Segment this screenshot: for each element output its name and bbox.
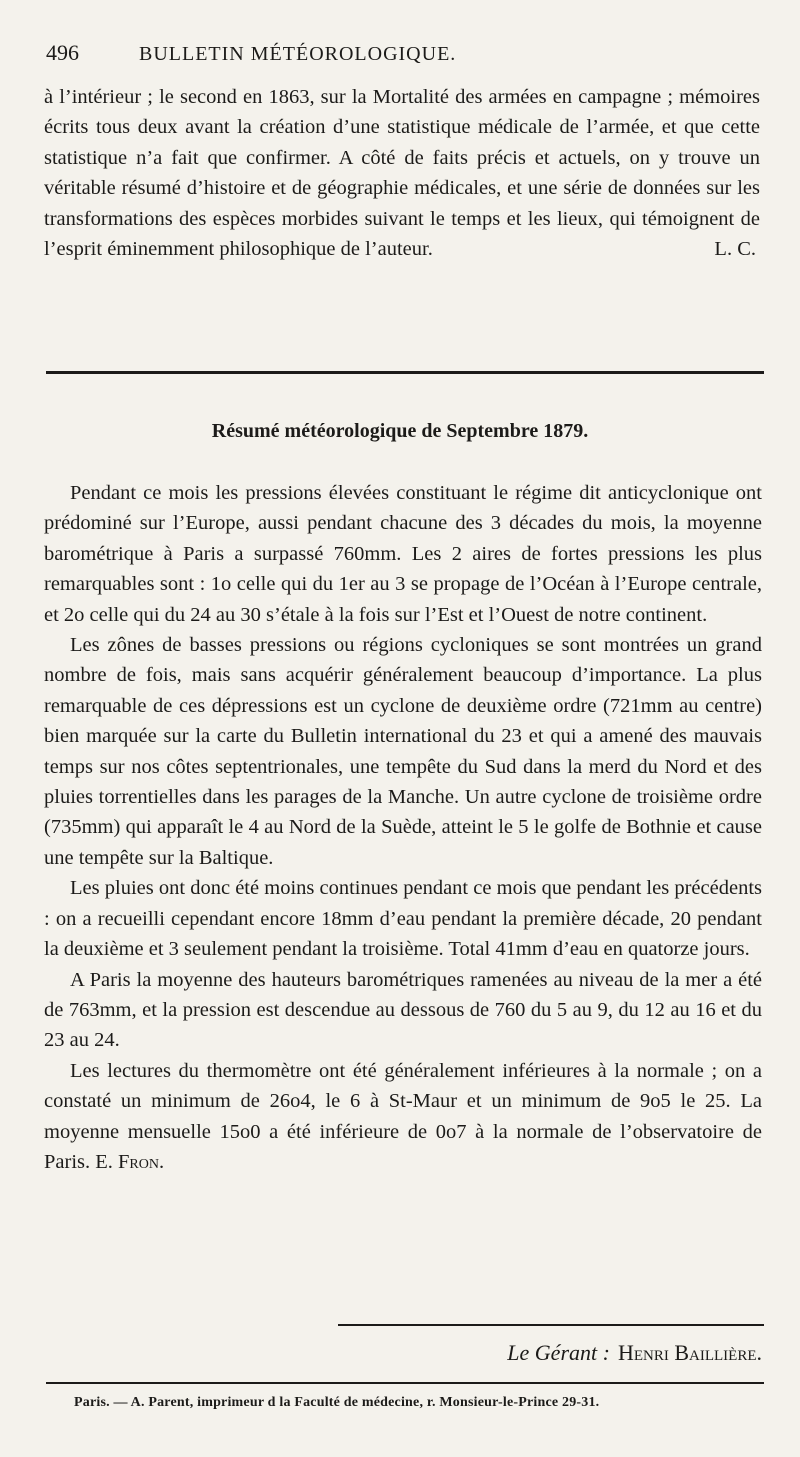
printer-imprint: Paris. — A. Parent, imprimeur d la Faculté de médecine, r. Monsieur-le-Prince 29-31. — [74, 1395, 600, 1410]
article-paragraph: A Paris la moyenne des hauteurs barométriques ramenées au niveau de la mer a été de 763mm, et la pression est descendue au dessous de 760 du 5 au 9, du 12 au 16 et du 23 au 24. — [44, 968, 762, 1052]
article-title: Résumé météorologique de Septembre 1879. — [211, 420, 589, 442]
previous-article-signature: L. C. — [714, 238, 756, 261]
article-paragraph-text: Les lectures du thermomètre ont été généralement inférieures à la normale ; on a constaté un minimum de 26o4, le 6 à St-Maur et un minimum de 9o5 le 25. La moyenne mensuelle 15o0 a été inférieure de 0o7 à la normale de l’observatoire de Paris. — [44, 1059, 762, 1173]
page-number: 496 — [46, 40, 79, 65]
article-paragraph: Les zônes de basses pressions ou régions cycloniques se sont montrées un grand nombre de fois, mais sans acquérir généralement beaucoup d’importance. La plus remarquable de ces dépressions est un cyclone de deuxième ordre (721mm au centre) bien marquée sur la carte du Bulletin international du 23 et qui a amené des mauvais temps sur nos côtes septentrionales, une tempête du Sud dans la merd du Nord et des pluies torrentielles dans les parages de la Manche. Un autre cyclone de troisième ordre (735mm) qui apparaît le 4 au Nord de la Suède, atteint le 5 le golfe de Bothnie et cause une tempête sur la Baltique. — [44, 634, 762, 869]
signature-rule — [338, 1324, 764, 1326]
gerant-name: Henri Baillière. — [617, 1340, 762, 1365]
article-body — [44, 478, 762, 1177]
previous-article-paragraph — [44, 82, 760, 264]
page-header — [46, 40, 760, 70]
article-signature: E. Fron. — [95, 1150, 165, 1173]
gerant-line — [507, 1340, 762, 1366]
running-title: BULLETIN MÉTÉOROLOGIQUE. — [139, 43, 457, 65]
previous-article-text: à l’intérieur ; le second en 1863, sur la Mortalité des armées en campagne ; mémoires écrits tous deux avant la création d’une statistique médicale de l’armée, et que cette statistique n’a fait que confirmer. A côté de faits précis et actuels, on y trouve un véritable résumé d’histoire et de géographie médicales, et une série de données sur les transformations des espèces morbides suivant le temps et les lieux, qui témoignent de l’esprit éminemment philosophique de l’auteur. — [44, 86, 760, 261]
section-divider — [46, 371, 764, 374]
article-paragraph: Les pluies ont donc été moins continues pendant ce mois que pendant les précédents : on a recueilli cependant encore 18mm d’eau pendant la première décade, 20 pendant la deuxième et 3 seulement pendant la troisième. Total 41mm d’eau en quatorze jours. — [44, 877, 762, 961]
article-paragraph-last — [44, 1056, 762, 1178]
article-paragraph: Pendant ce mois les pressions élevées constituant le régime dit anticyclonique ont prédominé sur l’Europe, aussi pendant chacune des 3 décades du mois, la moyenne barométrique à Paris a surpassé 760mm. Les 2 aires de fortes pressions les plus remarquables sont : 1o celle qui du 1er au 3 se propage de l’Océan à l’Europe centrale, et 2o celle qui du 24 au 30 s’étale à la fois sur l’Est et l’Ouest de notre continent. — [44, 482, 762, 626]
gerant-label: Le Gérant : — [507, 1340, 610, 1365]
footer-rule — [46, 1382, 764, 1384]
